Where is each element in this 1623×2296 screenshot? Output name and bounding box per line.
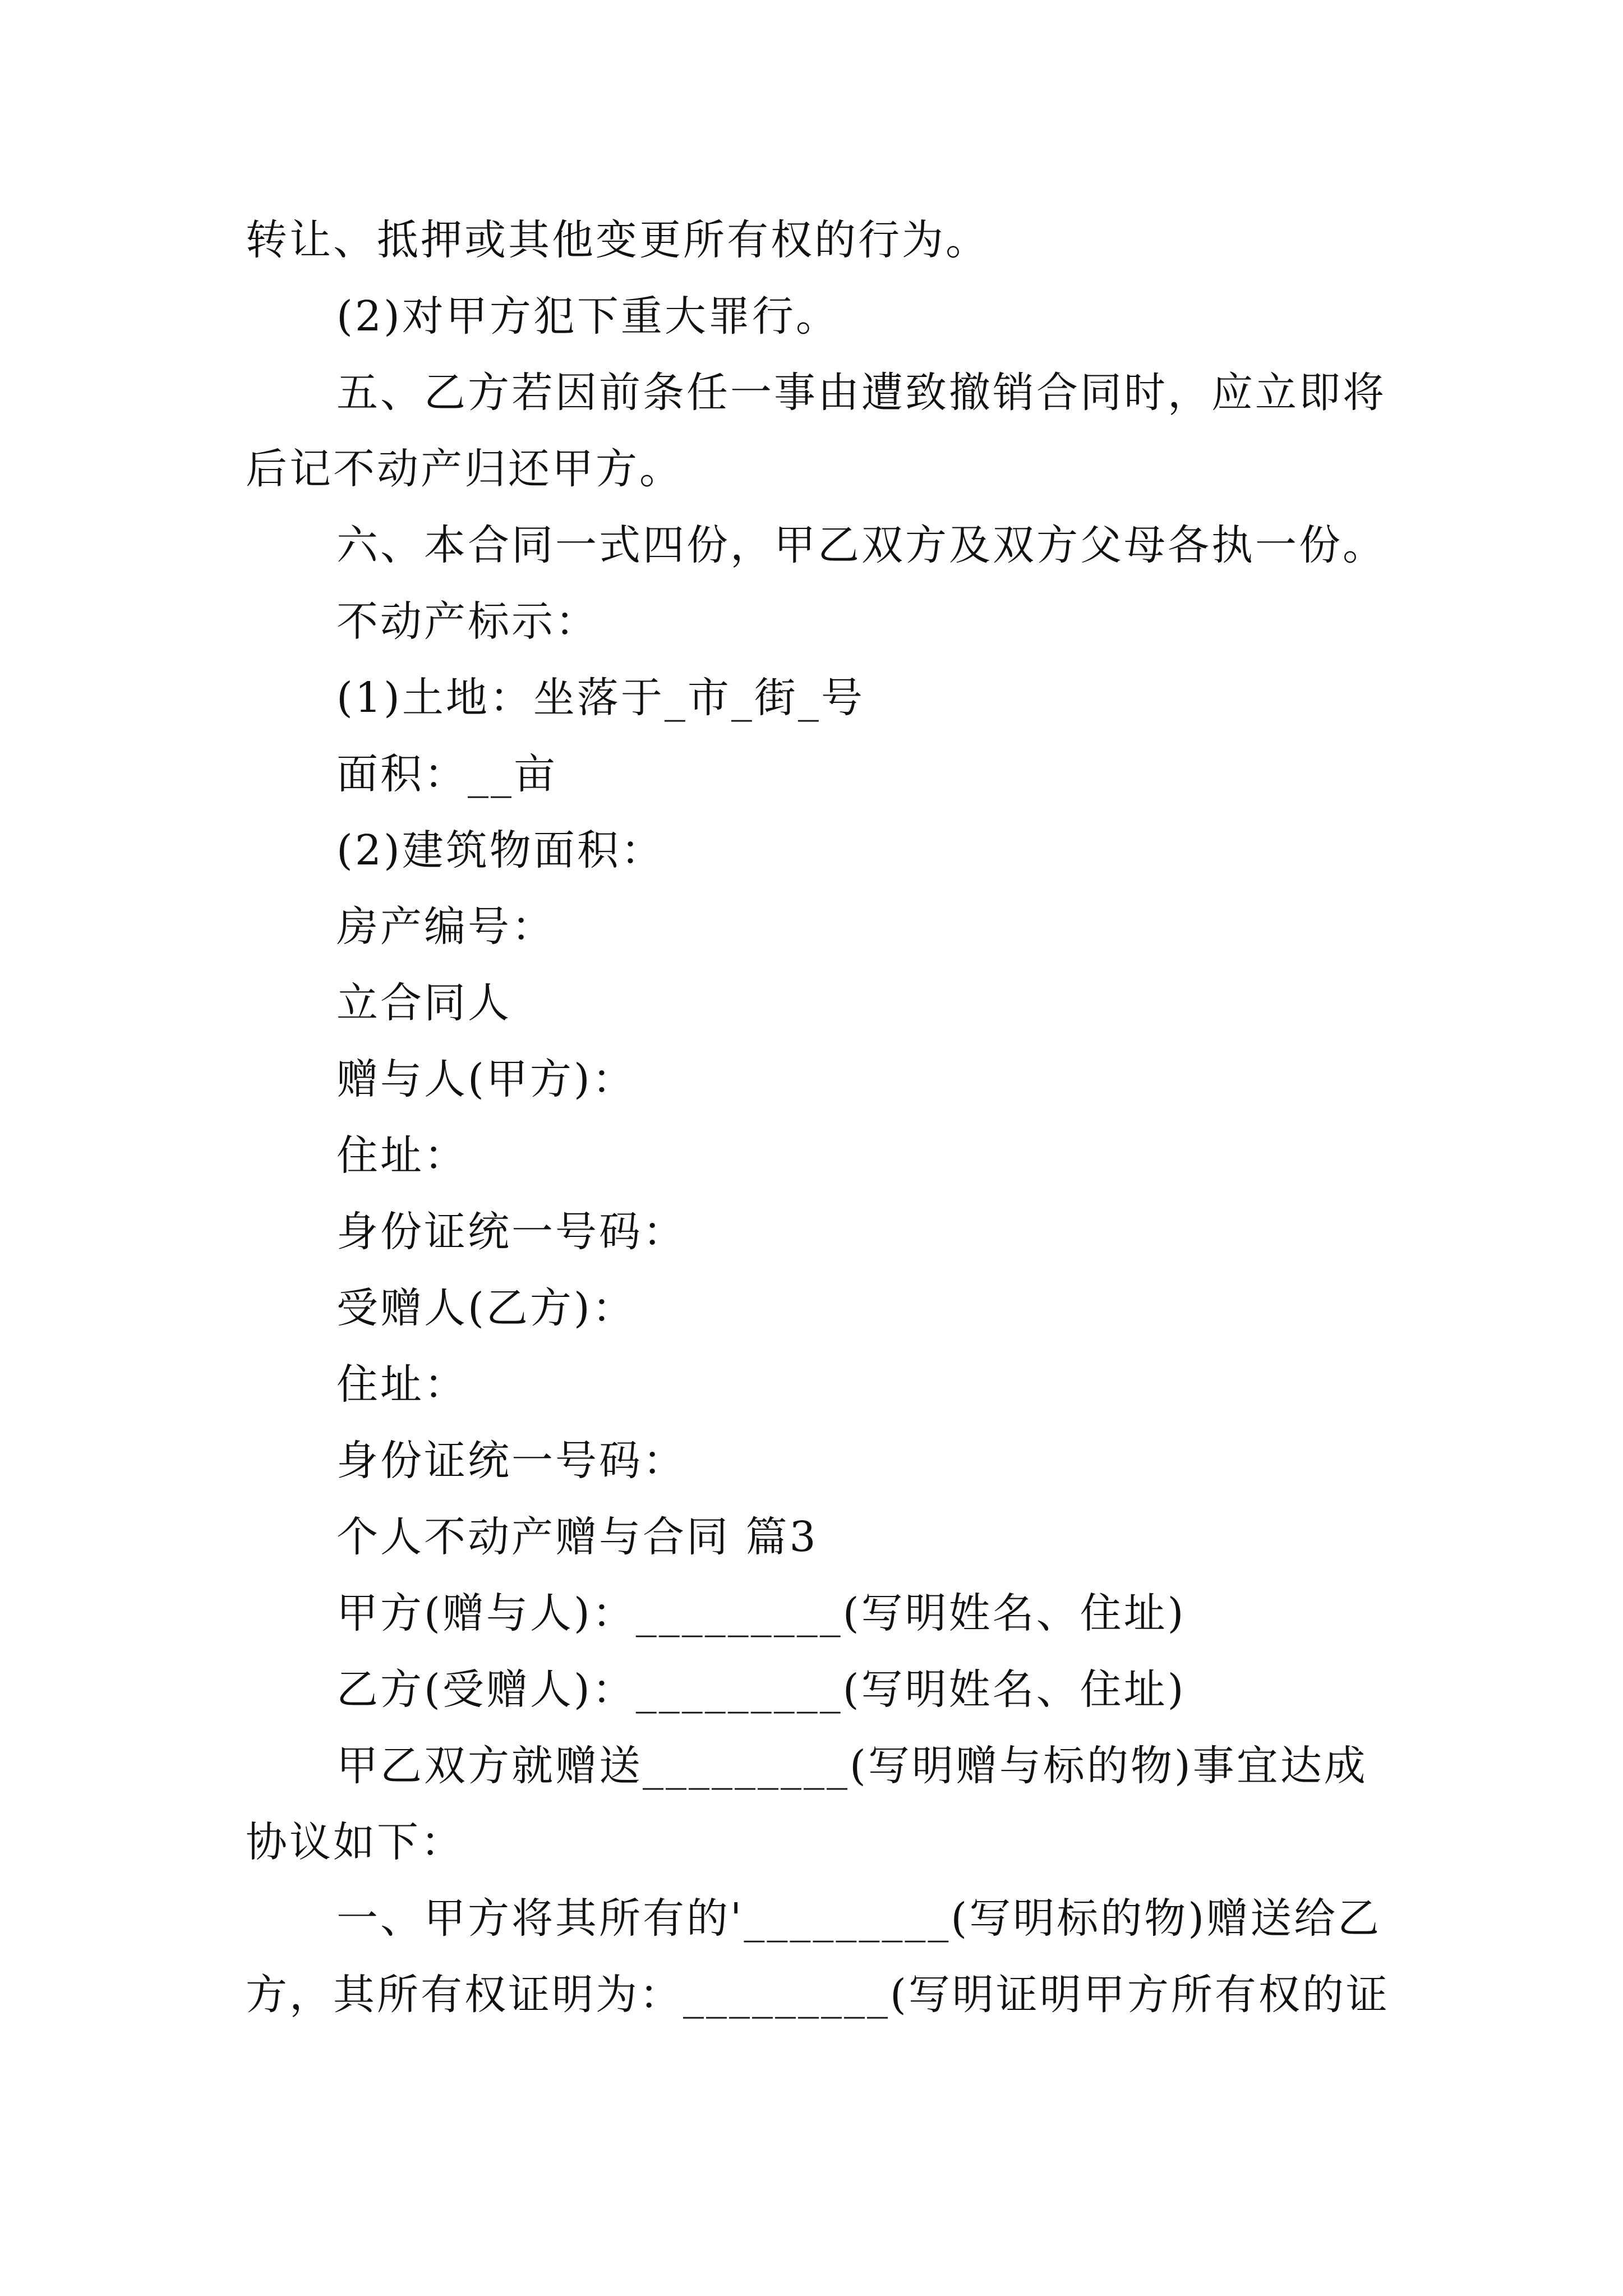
text-line: 住址： bbox=[336, 1131, 468, 1180]
text-line: (2)建筑物面积： bbox=[336, 826, 665, 875]
text-line: 房产编号： bbox=[336, 903, 555, 951]
text-line: 甲方(赠与人)：_________(写明姓名、住址) bbox=[336, 1589, 1186, 1637]
text-line: (2)对甲方犯下重大罪行。 bbox=[336, 292, 840, 341]
text-line: 面积：__亩 bbox=[336, 750, 557, 798]
text-line: 方，其所有权证明为：_________(写明证明甲方所有权的证 bbox=[246, 1971, 1390, 2019]
text-line: 甲乙双方就赠送_________(写明赠与标的物)事宜达成 bbox=[336, 1742, 1368, 1790]
text-line: 身份证统一号码： bbox=[336, 1437, 686, 1485]
text-line: 赠与人(甲方)： bbox=[336, 1055, 636, 1103]
text-line: 身份证统一号码： bbox=[336, 1208, 686, 1256]
section-heading: 个人不动产赠与合同 篇3 bbox=[336, 1513, 818, 1561]
text-line: 不动产标示： bbox=[336, 597, 599, 646]
text-line: 六、本合同一式四份，甲乙双方及双方父母各执一份。 bbox=[336, 521, 1386, 569]
text-line: 后记不动产归还甲方。 bbox=[246, 445, 683, 493]
text-line: 乙方(受赠人)：_________(写明姓名、住址) bbox=[336, 1665, 1186, 1714]
text-line: 住址： bbox=[336, 1360, 468, 1409]
text-line: 转让、抵押或其他变更所有权的行为。 bbox=[246, 216, 989, 264]
text-line: 一、甲方将其所有的'_________(写明标的物)赠送给乙 bbox=[336, 1894, 1382, 1943]
text-line: 立合同人 bbox=[336, 979, 511, 1027]
text-line: 五、乙方若因前条任一事由遭致撤销合同时，应立即将 bbox=[336, 369, 1386, 417]
document-body bbox=[246, 202, 1390, 2033]
text-line: 协议如下： bbox=[246, 1818, 464, 1866]
text-line: (1)土地：坐落于_市_街_号 bbox=[336, 674, 865, 722]
text-line: 受赠人(乙方)： bbox=[336, 1284, 636, 1332]
